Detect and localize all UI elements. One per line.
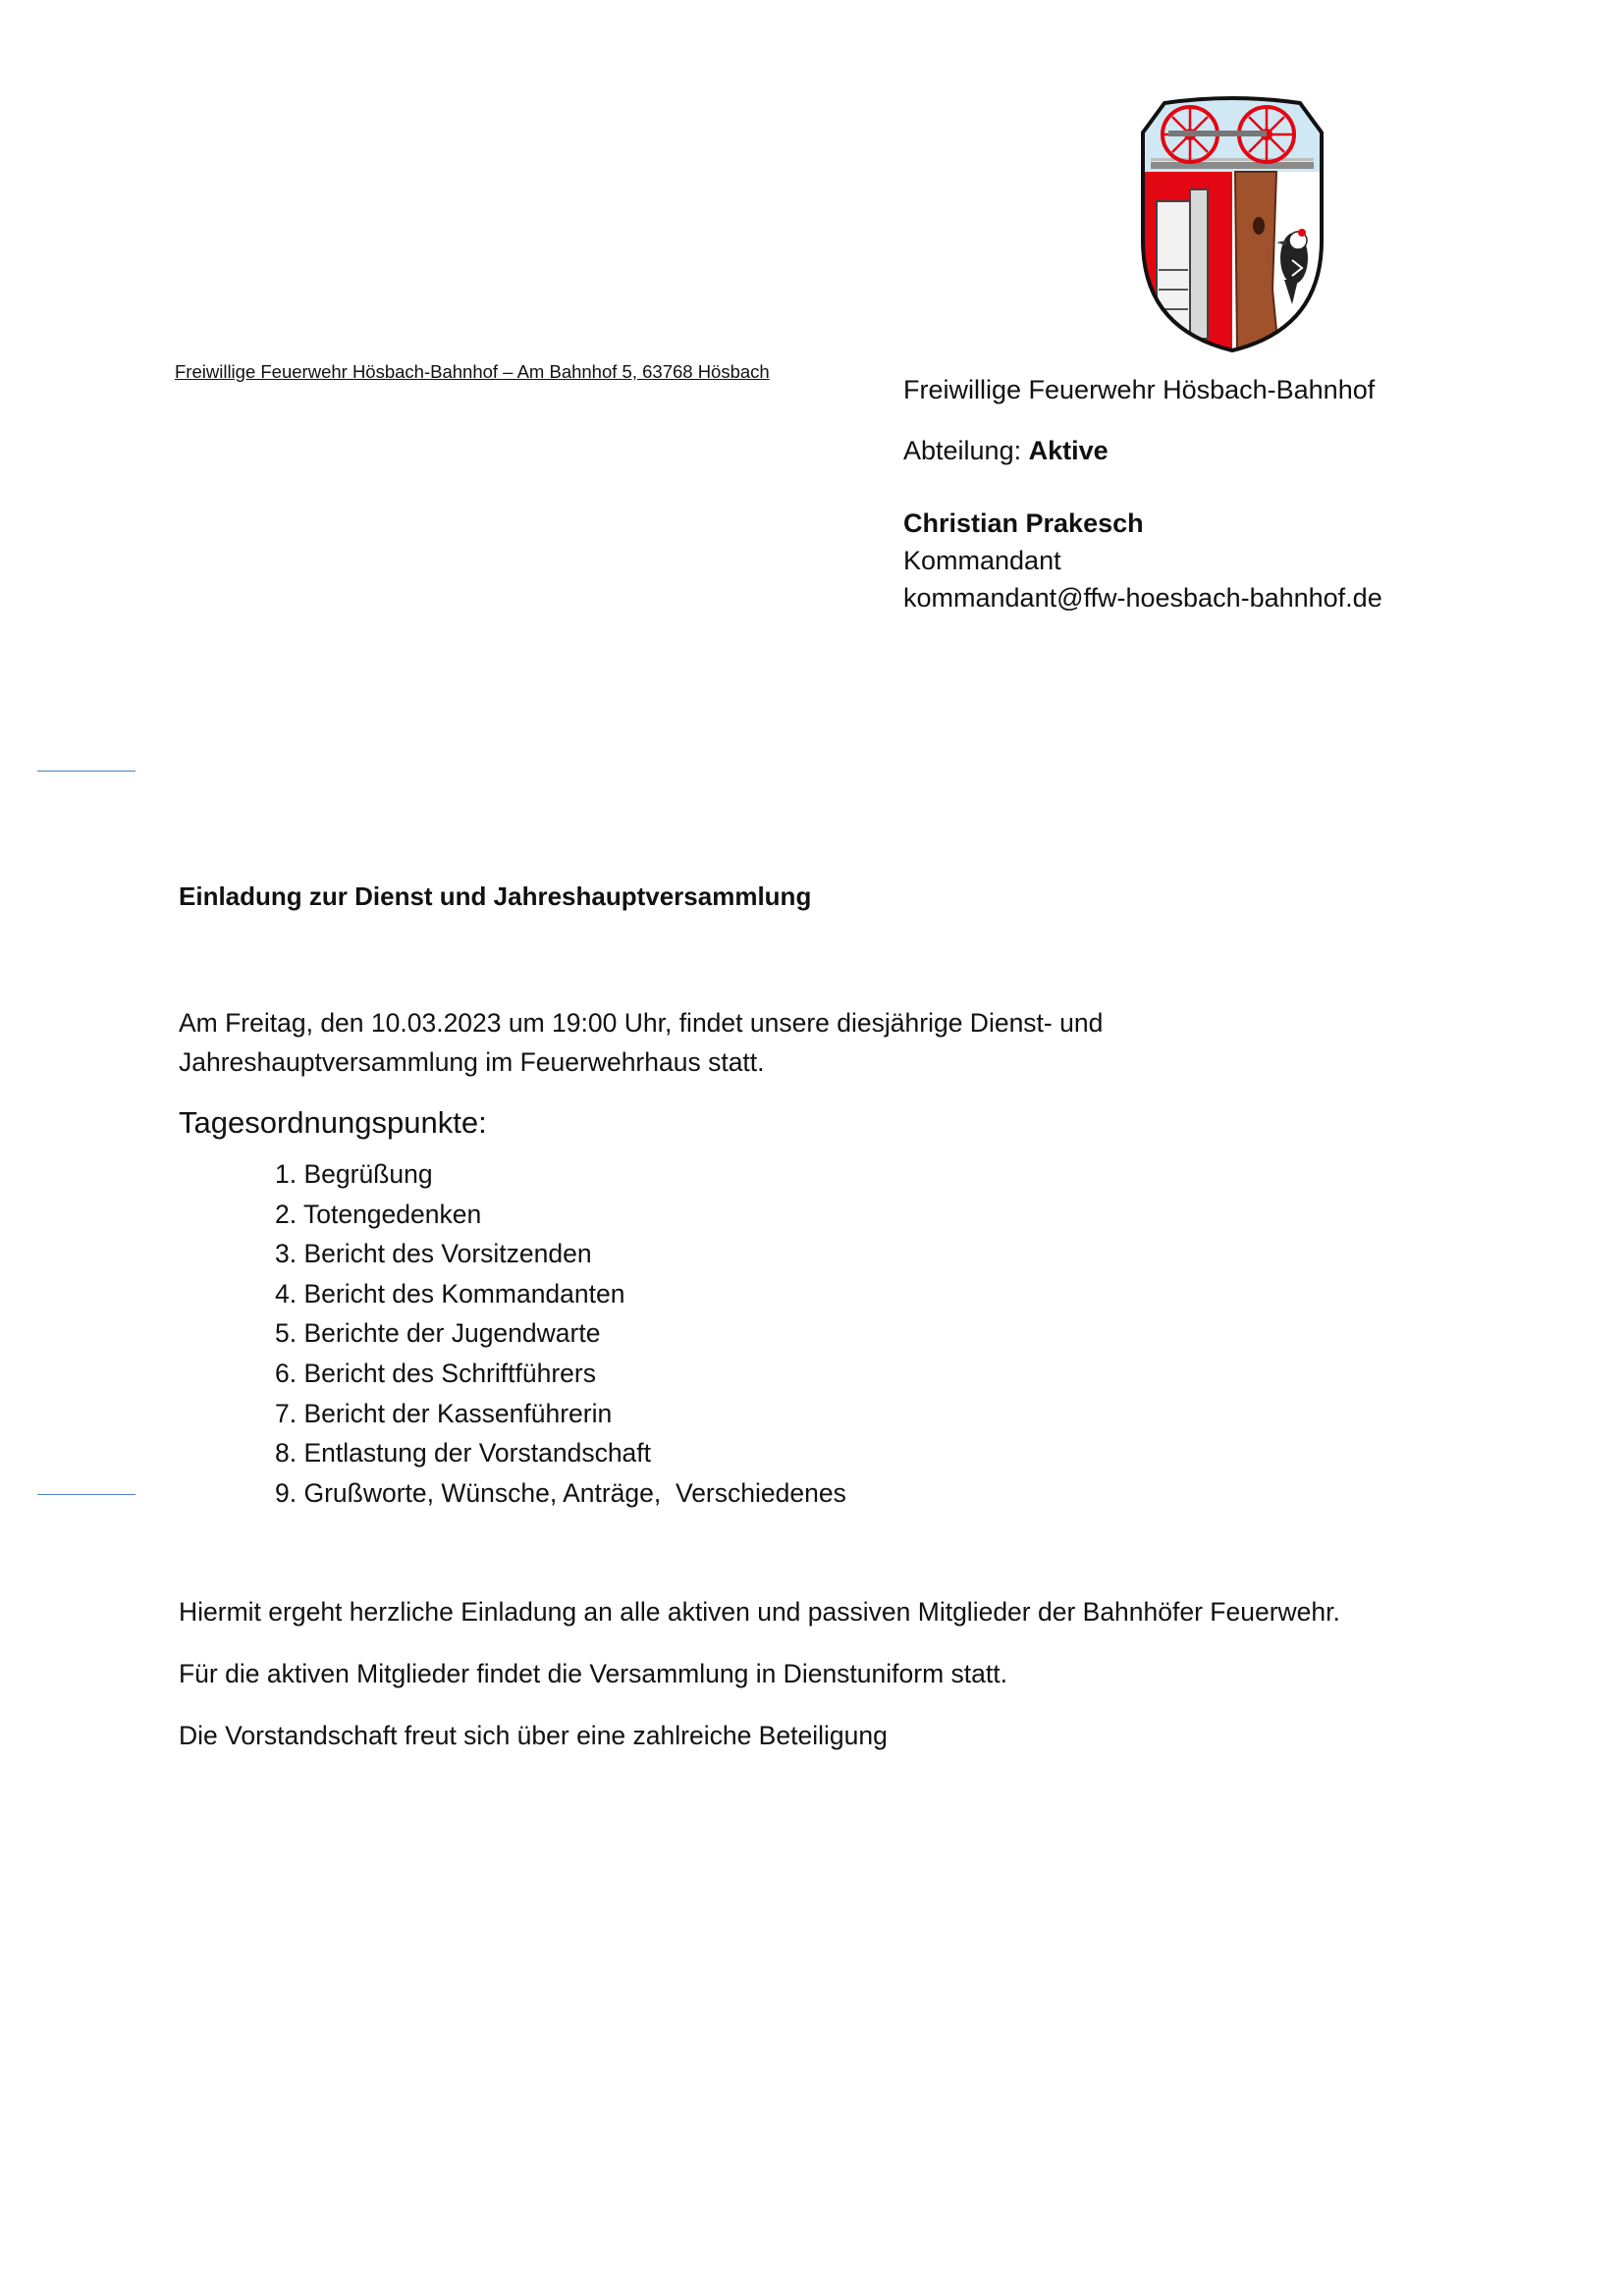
fold-mark <box>37 771 135 772</box>
agenda-item: 3. Bericht des Vorsitzenden <box>275 1239 592 1269</box>
intro-line: Am Freitag, den 10.03.2023 um 19:00 Uhr, findet unsere diesjährige Dienst- und <box>179 1008 1104 1038</box>
closing-paragraph: Die Vorstandschaft freut sich über eine zahlreiche Beteiligung <box>179 1721 888 1750</box>
sender-email[interactable]: kommandant@ffw-hoesbach-bahnhof.de <box>903 583 1382 613</box>
intro-paragraph <box>179 1003 1455 1082</box>
department-value: Aktive <box>1028 436 1109 465</box>
agenda-item: 5. Berichte der Jugendwarte <box>275 1318 601 1349</box>
sender-department <box>903 432 1591 469</box>
closing-paragraph: Für die aktiven Mitglieder findet die Versammlung in Dienstuniform statt. <box>179 1659 1007 1688</box>
agenda-item: 4. Bericht des Kommandanten <box>275 1278 625 1308</box>
agenda-list <box>275 1154 846 1513</box>
closing-paragraph: Hiermit ergeht herzliche Einladung an alle aktiven und passiven Mitglieder der Bahnhöfer Feuerwehr. <box>179 1597 1340 1627</box>
agenda-item: 7. Bericht der Kassenführerin <box>275 1398 613 1428</box>
agenda-heading: Tagesordnungspunkte: <box>179 1105 487 1140</box>
sender-role: Kommandant <box>903 546 1061 575</box>
fold-mark <box>37 1494 135 1495</box>
department-label: Abteilung: <box>903 436 1022 465</box>
return-address: Freiwillige Feuerwehr Hösbach-Bahnhof – Am Bahnhof 5, 63768 Hösbach <box>175 361 770 382</box>
agenda-item: 9. Grußworte, Wünsche, Anträge, Verschiedenes <box>275 1477 846 1508</box>
sender-organization: Freiwillige Feuerwehr Hösbach-Bahnhof <box>903 375 1376 404</box>
letter-subject: Einladung zur Dienst und Jahreshauptversammlung <box>179 881 812 911</box>
intro-line: Jahreshauptversammlung im Feuerwehrhaus statt. <box>179 1047 765 1077</box>
agenda-item: 6. Bericht des Schriftführers <box>275 1358 596 1388</box>
sender-name: Christian Prakesch <box>903 508 1144 538</box>
agenda-item: 1. Begrüßung <box>275 1159 433 1189</box>
sender-block <box>903 371 1591 616</box>
coat-of-arms-icon <box>1129 93 1335 356</box>
agenda-item: 8. Entlastung der Vorstandschaft <box>275 1438 652 1468</box>
agenda-item: 2. Totengedenken <box>275 1199 482 1229</box>
sender-person <box>903 505 1591 616</box>
